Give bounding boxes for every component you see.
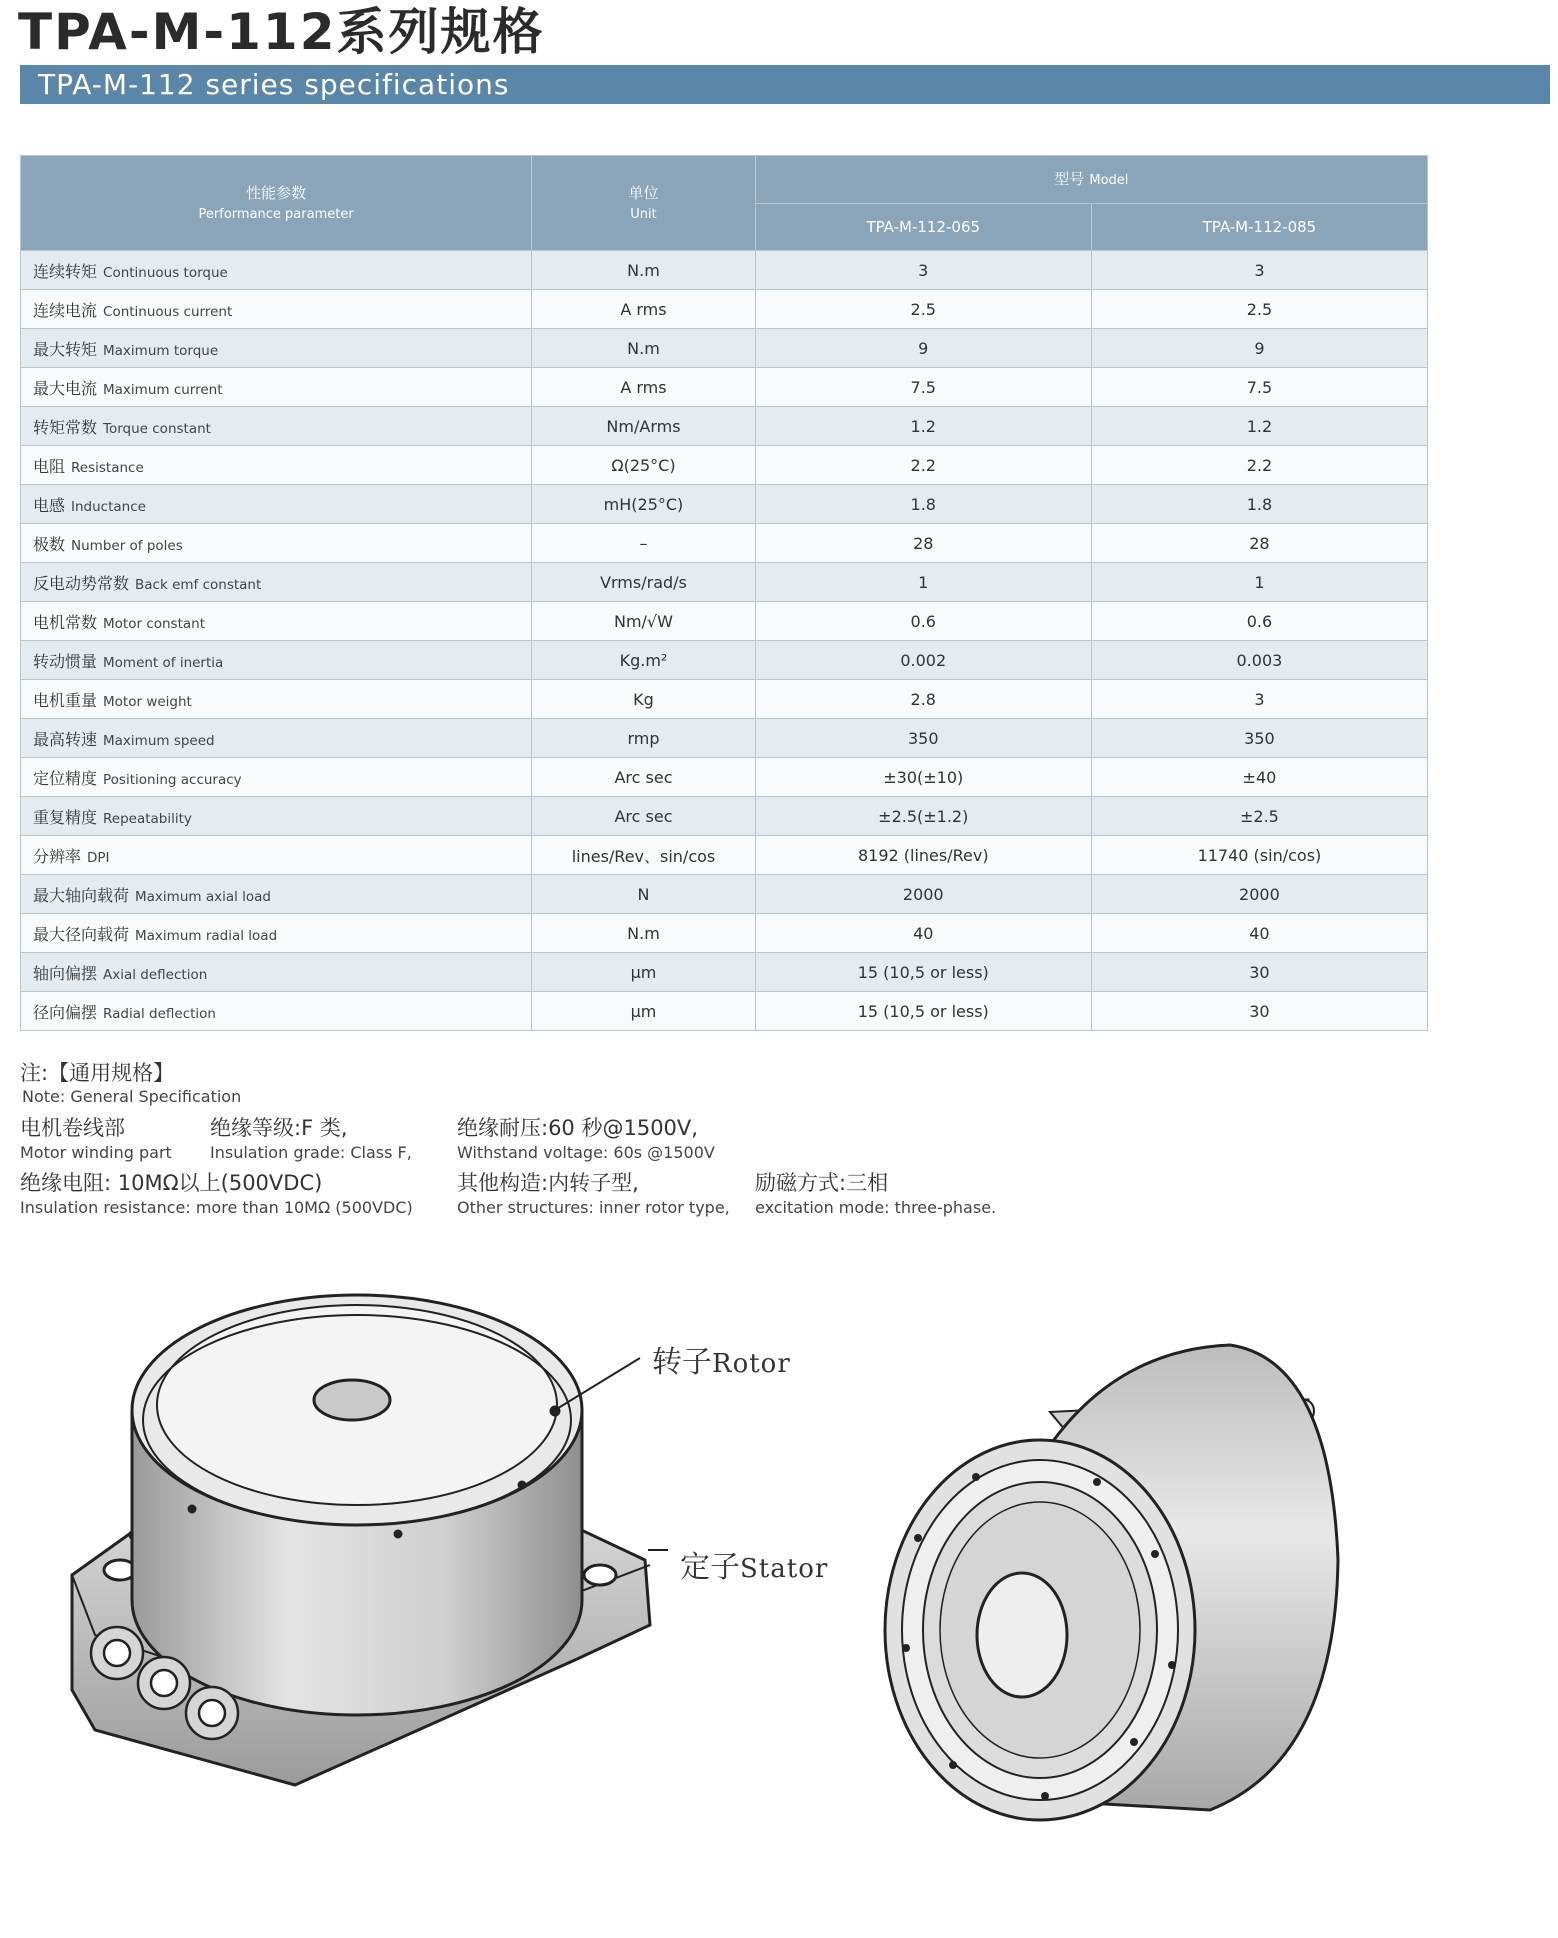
unit-cell: Arc sec [532,797,755,836]
value-085-cell: 2.5 [1091,290,1427,329]
unit-cell: Kg [532,680,755,719]
table-row [21,368,1428,407]
table-row [21,992,1428,1031]
table-row [21,836,1428,875]
stator-label-cn: 定子 [680,1550,740,1585]
param-name-cn: 重复精度 [33,807,98,827]
general-notes [20,1060,1120,1220]
param-name-cn: 转矩常数 [33,417,98,437]
value-085-cell: 11740 (sin/cos) [1091,836,1427,875]
model-header [755,156,1427,204]
param-name-cn: 最大转矩 [33,339,98,359]
param-cell [21,719,532,758]
value-065-cell: 7.5 [755,368,1091,407]
model-name-085: TPA-M-112-085 [1091,203,1427,251]
param-name-en: Repeatability [103,810,192,827]
table-row [21,641,1428,680]
winding-cn: 电机卷线部 [20,1116,125,1140]
resistance-cn: 绝缘电阻: 10MΩ以上(500VDC) [20,1171,323,1195]
value-065-cell: 2.5 [755,290,1091,329]
value-085-cell: 2000 [1091,875,1427,914]
table-row [21,407,1428,446]
param-cell [21,407,532,446]
unit-cell: N.m [532,914,755,953]
notes-title-cn: 注:【通用规格】 [20,1061,175,1085]
value-085-cell: 1.8 [1091,485,1427,524]
param-name-cn: 反电动势常数 [33,573,130,593]
unit-cell: Kg.m² [532,641,755,680]
value-065-cell: 15 (10,5 or less) [755,953,1091,992]
param-cell [21,758,532,797]
spec-table-body [21,251,1428,1031]
unit-cell: Nm/√W [532,602,755,641]
param-name-en: Motor weight [103,693,192,710]
table-row [21,524,1428,563]
param-cell [21,875,532,914]
withstand-en: Withstand voltage: 60s @1500V [457,1143,715,1162]
notes-title-en: Note: General Specification [22,1087,242,1106]
unit-cell: μm [532,953,755,992]
param-name-en: Torque constant [103,420,211,437]
param-name-cn: 分辨率 [33,846,82,866]
unit-header [532,156,755,251]
param-name-en: Maximum radial load [135,927,278,944]
value-085-cell: 30 [1091,992,1427,1031]
value-085-cell: ±40 [1091,758,1427,797]
unit-cell: Nm/Arms [532,407,755,446]
param-name-cn: 最高转速 [33,729,98,749]
param-cell [21,251,532,290]
value-065-cell: 28 [755,524,1091,563]
value-065-cell: 1.2 [755,407,1091,446]
motor-with-base [72,1295,650,1785]
table-row [21,602,1428,641]
unit-cell: Vrms/rad/s [532,563,755,602]
rotor-label-cn: 转子 [652,1345,712,1380]
param-name-cn: 最大电流 [33,378,98,398]
table-row [21,875,1428,914]
param-cell [21,485,532,524]
param-name-cn: 最大径向载荷 [33,924,130,944]
param-cell [21,602,532,641]
excitation-en: excitation mode: three-phase. [755,1198,997,1217]
param-cell [21,953,532,992]
table-row [21,329,1428,368]
unit-cell: – [532,524,755,563]
value-065-cell: 2.8 [755,680,1091,719]
param-name-en: Maximum torque [103,342,219,359]
page-title: TPA-M-112系列规格 [18,3,545,61]
unit-cell: N.m [532,251,755,290]
insulation-grade-en: Insulation grade: Class F, [210,1143,412,1162]
unit-cell: A rms [532,290,755,329]
model-header-cn: 型号 [1054,170,1085,189]
param-header-en: Performance parameter [198,207,354,222]
value-085-cell: 3 [1091,680,1427,719]
page-subtitle: TPA-M-112 series specifications [20,65,1550,104]
structure-cn: 其他构造:内转子型, [457,1171,639,1195]
value-085-cell: 7.5 [1091,368,1427,407]
table-row [21,719,1428,758]
rotor-label-en: Rotor [712,1349,791,1379]
value-085-cell: 3 [1091,251,1427,290]
value-085-cell: 28 [1091,524,1427,563]
withstand-cn: 绝缘耐压:60 秒@1500V, [457,1116,698,1140]
insulation-grade-cn: 绝缘等级:F 类, [210,1116,348,1140]
spec-table [20,155,1428,1031]
param-cell [21,914,532,953]
param-cell [21,290,532,329]
structure-en: Other structures: inner rotor type, [457,1198,730,1217]
unit-cell: A rms [532,368,755,407]
value-065-cell: 1.8 [755,485,1091,524]
param-cell [21,446,532,485]
param-name-cn: 极数 [33,534,66,554]
value-065-cell: 1 [755,563,1091,602]
param-name-en: Continuous torque [103,264,228,281]
value-085-cell: 350 [1091,719,1427,758]
stator-callout [680,1542,828,1586]
unit-cell: μm [532,992,755,1031]
param-name-en: Maximum axial load [135,888,272,905]
param-name-en: Maximum speed [103,732,215,749]
winding-en: Motor winding part [20,1143,172,1162]
param-cell [21,992,532,1031]
unit-cell: Ω(25°C) [532,446,755,485]
param-name-en: Continuous current [103,303,233,320]
table-row [21,914,1428,953]
param-cell [21,797,532,836]
value-065-cell: ±2.5(±1.2) [755,797,1091,836]
value-085-cell: 9 [1091,329,1427,368]
param-cell [21,836,532,875]
param-name-en: Maximum current [103,381,223,398]
table-row [21,563,1428,602]
unit-cell: N [532,875,755,914]
unit-cell: N.m [532,329,755,368]
value-065-cell: 2000 [755,875,1091,914]
param-name-en: Motor constant [103,615,206,632]
table-row [21,446,1428,485]
param-cell [21,641,532,680]
table-row [21,485,1428,524]
value-065-cell: 0.002 [755,641,1091,680]
unit-cell: mH(25°C) [532,485,755,524]
param-name-en: Radial deflection [103,1005,216,1022]
param-name-en: Resistance [71,459,144,476]
motor-cylindrical [885,1345,1338,1820]
model-name-065: TPA-M-112-065 [755,203,1091,251]
unit-cell: rmp [532,719,755,758]
value-065-cell: 2.2 [755,446,1091,485]
param-cell [21,329,532,368]
param-name-cn: 转动惯量 [33,651,98,671]
unit-header-en: Unit [630,207,657,222]
value-065-cell: 15 (10,5 or less) [755,992,1091,1031]
table-row [21,953,1428,992]
unit-cell: Arc sec [532,758,755,797]
param-header-cn: 性能参数 [246,184,307,202]
param-name-en: Inductance [71,498,146,515]
value-085-cell: 1 [1091,563,1427,602]
table-row [21,251,1428,290]
value-085-cell: 40 [1091,914,1427,953]
value-085-cell: 0.003 [1091,641,1427,680]
param-name-cn: 径向偏摆 [33,1002,98,1022]
param-name-cn: 连续转矩 [33,261,98,281]
param-name-cn: 电阻 [33,456,66,476]
param-cell [21,524,532,563]
table-row [21,758,1428,797]
value-085-cell: 1.2 [1091,407,1427,446]
param-name-en: Moment of inertia [103,654,224,671]
model-header-en: Model [1089,173,1129,189]
param-name-cn: 最大轴向载荷 [33,885,130,905]
resistance-en: Insulation resistance: more than 10MΩ (500VDC) [20,1198,413,1217]
value-065-cell: 3 [755,251,1091,290]
param-name-cn: 定位精度 [33,768,98,788]
param-name-en: DPI [87,849,110,866]
value-085-cell: 2.2 [1091,446,1427,485]
value-065-cell: 0.6 [755,602,1091,641]
param-name-cn: 电感 [33,495,66,515]
param-header [21,156,532,251]
value-085-cell: ±2.5 [1091,797,1427,836]
table-row [21,290,1428,329]
value-065-cell: 9 [755,329,1091,368]
stator-label-en: Stator [740,1554,829,1584]
value-065-cell: 350 [755,719,1091,758]
value-065-cell: ±30(±10) [755,758,1091,797]
table-row [21,680,1428,719]
param-name-cn: 连续电流 [33,300,98,320]
excitation-cn: 励磁方式:三相 [755,1171,889,1195]
value-085-cell: 30 [1091,953,1427,992]
param-name-en: Positioning accuracy [103,771,242,788]
value-065-cell: 8192 (lines/Rev) [755,836,1091,875]
motor-illustrations [0,1230,1558,1830]
value-065-cell: 40 [755,914,1091,953]
param-name-cn: 电机常数 [33,612,98,632]
unit-header-cn: 单位 [628,184,659,202]
param-name-en: Number of poles [71,537,183,554]
param-cell [21,563,532,602]
param-name-cn: 轴向偏摆 [33,963,98,983]
param-name-en: Axial deflection [103,966,208,983]
rotor-callout [652,1337,791,1381]
unit-cell: lines/Rev、sin/cos [532,836,755,875]
param-cell [21,368,532,407]
table-row [21,797,1428,836]
value-085-cell: 0.6 [1091,602,1427,641]
param-name-en: Back emf constant [135,576,262,593]
param-cell [21,680,532,719]
param-name-cn: 电机重量 [33,690,98,710]
